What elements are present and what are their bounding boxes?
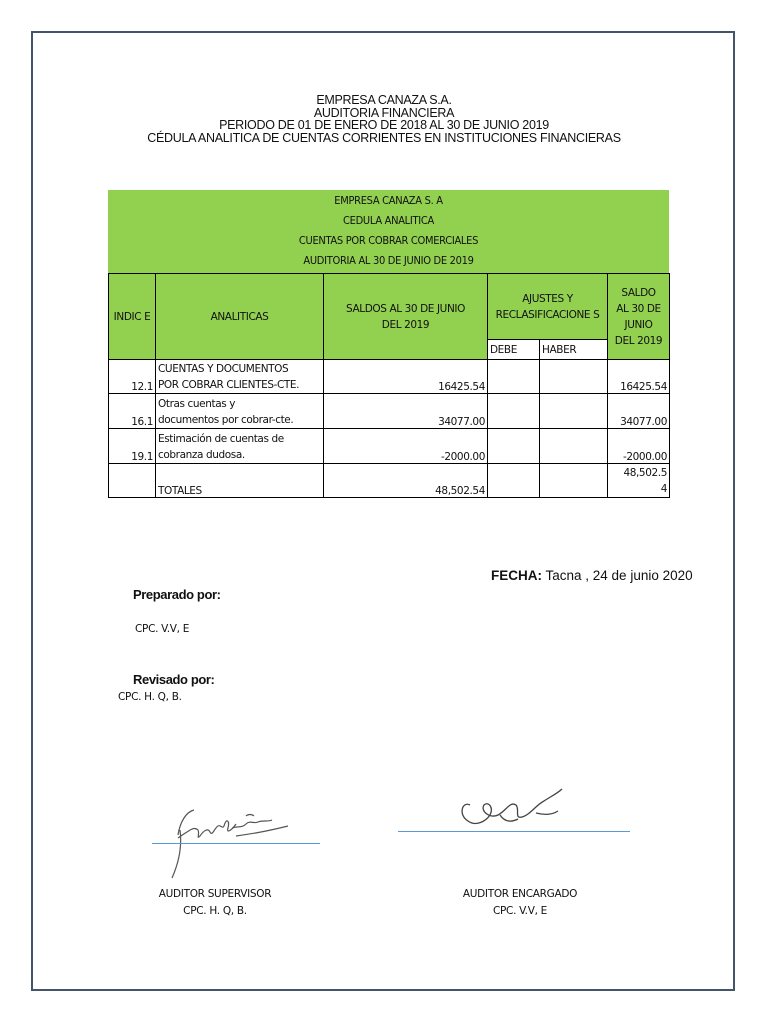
supervisor-name: CPC. H. Q, B.	[183, 905, 247, 917]
header-saldos: SALDOS AL 30 DE JUNIO DEL 2019	[324, 274, 488, 360]
period-title: PERIODO DE 01 DE ENERO DE 2018 AL 30 DE JUNIO 2019	[219, 118, 549, 132]
document-header	[0, 94, 768, 144]
page-frame	[31, 31, 735, 991]
row-description-line: documentos por cobrar-cte.	[158, 414, 294, 426]
row-index: 16.1	[109, 394, 156, 429]
supervisor-signature	[150, 800, 310, 880]
row-index: 19.1	[109, 429, 156, 464]
encargado-title: AUDITOR ENCARGADO	[462, 888, 578, 900]
row-final: 16425.54	[608, 360, 670, 394]
row-debe	[488, 394, 540, 429]
audit-title: AUDITORIA FINANCIERA	[313, 105, 455, 120]
row-debe	[488, 360, 540, 394]
encargado-signature-line	[398, 831, 630, 832]
schedule-title: CÉDULA ANALITICA DE CUENTAS CORRIENTES EN INSTITUCIONES FINANCIERAS	[147, 130, 621, 145]
reviewed-by-label: Revisado por:	[133, 672, 215, 687]
totals-final-line: 4	[660, 483, 667, 495]
row-final: 34077.00	[608, 394, 670, 429]
header-saldo-final: SALDO AL 30 DE JUNIO DEL 2019	[608, 274, 670, 360]
row-description-line: cobranza dudosa.	[158, 449, 245, 461]
table-row	[109, 360, 670, 394]
header-haber: HABER	[540, 340, 608, 360]
date-line	[491, 568, 693, 583]
row-haber	[540, 360, 608, 394]
header-debe: DEBE	[488, 340, 540, 360]
totals-index	[109, 464, 156, 498]
date-value: Tacna , 24 de junio 2020	[542, 568, 693, 583]
row-index: 12.1	[109, 360, 156, 394]
box-line-2: CEDULA ANALITICA	[343, 214, 434, 227]
totals-label: TOTALES	[156, 464, 324, 498]
row-description	[156, 360, 324, 394]
supervisor-title: AUDITOR SUPERVISOR	[158, 888, 272, 900]
supervisor-signature-line	[152, 843, 320, 844]
row-description	[156, 429, 324, 464]
row-haber	[540, 429, 608, 464]
row-description-line: Otras cuentas y	[158, 398, 236, 410]
row-saldo: -2000.00	[324, 429, 488, 464]
row-haber	[540, 394, 608, 429]
row-description	[156, 394, 324, 429]
table-row	[109, 429, 670, 464]
table-row	[109, 394, 670, 429]
row-final: -2000.00	[608, 429, 670, 464]
row-debe	[488, 429, 540, 464]
totals-final-line: 48,502.5	[623, 467, 667, 479]
prepared-by-label: Preparado por:	[133, 587, 221, 602]
box-line-4: AUDITORIA AL 30 DE JUNIO DE 2019	[303, 254, 474, 267]
reviewed-by-name: CPC. H. Q, B.	[118, 691, 182, 703]
prepared-by-name: CPC. V.V, E	[135, 623, 190, 635]
totals-debe	[488, 464, 540, 498]
row-description-line: Estimación de cuentas de	[158, 433, 284, 445]
totals-haber	[540, 464, 608, 498]
encargado-signature	[440, 775, 590, 845]
totals-row	[109, 464, 670, 498]
totals-final	[608, 464, 670, 498]
analytic-table	[108, 273, 670, 498]
row-saldo: 16425.54	[324, 360, 488, 394]
box-line-3: CUENTAS POR COBRAR COMERCIALES	[298, 234, 479, 247]
row-description-line: POR COBRAR CLIENTES-CTE.	[158, 379, 300, 391]
encargado-name: CPC. V.V, E	[492, 905, 548, 917]
row-description-line: CUENTAS Y DOCUMENTOS	[158, 363, 289, 375]
schedule-title-box	[108, 190, 669, 274]
box-line-1: EMPRESA CANAZA S. A	[334, 194, 443, 207]
header-index: INDIC E	[109, 274, 156, 360]
date-label: FECHA:	[491, 568, 542, 583]
header-analiticas: ANALITICAS	[156, 274, 324, 360]
totals-saldo: 48,502.54	[324, 464, 488, 498]
header-ajustes: AJUSTES Y RECLASIFICACIONE S	[488, 274, 608, 340]
row-saldo: 34077.00	[324, 394, 488, 429]
company-title: EMPRESA CANAZA S.A.	[316, 93, 452, 107]
